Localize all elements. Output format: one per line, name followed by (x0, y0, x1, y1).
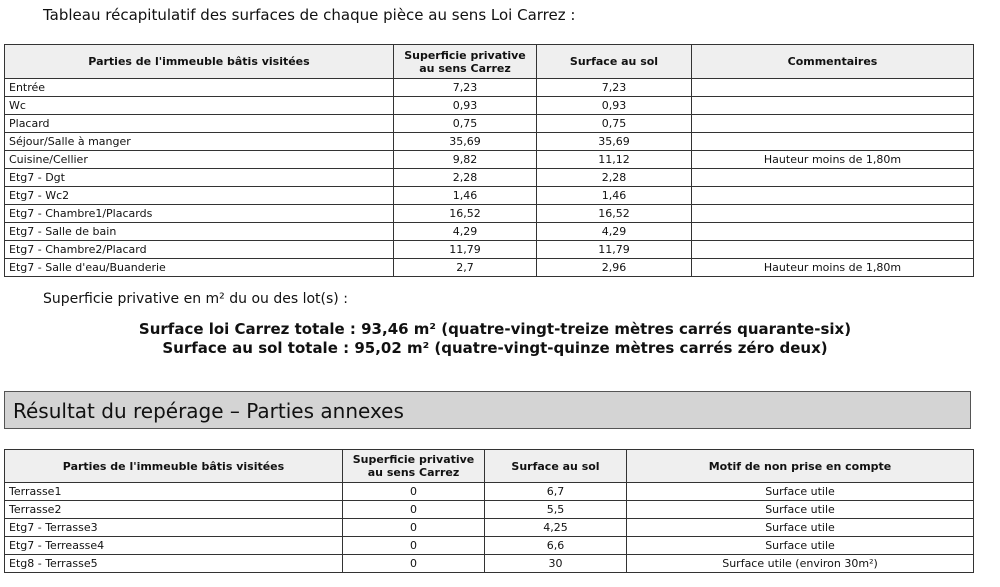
cell-sol: 0,93 (537, 97, 692, 115)
cell-comment: Hauteur moins de 1,80m (692, 151, 974, 169)
table-row (5, 223, 974, 241)
cell-sol: 4,25 (485, 519, 627, 537)
header-parts: Parties de l'immeuble bâtis visitées (5, 45, 394, 79)
header-carrez: Superficie privative au sens Carrez (343, 450, 485, 483)
page-title: Tableau récapitulatif des surfaces de chaque pièce au sens Loi Carrez : (43, 6, 576, 24)
cell-comment: Hauteur moins de 1,80m (692, 259, 974, 277)
cell-comment (692, 79, 974, 97)
carrez-total: Surface loi Carrez totale : 93,46 m² (quatre-vingt-treize mètres carrés quarante-six) (138, 320, 852, 338)
table-row (5, 483, 974, 501)
cell-comment (692, 97, 974, 115)
cell-sol: 0,75 (537, 115, 692, 133)
cell-room: Etg7 - Terrasse3 (5, 519, 343, 537)
table-row (5, 79, 974, 97)
header-comments: Commentaires (692, 45, 974, 79)
cell-sol: 2,28 (537, 169, 692, 187)
cell-sol: 11,79 (537, 241, 692, 259)
table-row (5, 241, 974, 259)
cell-reason: Surface utile (627, 519, 974, 537)
cell-room: Etg7 - Salle d'eau/Buanderie (5, 259, 394, 277)
header-sol: Surface au sol (485, 450, 627, 483)
cell-carrez: 9,82 (394, 151, 537, 169)
cell-carrez: 7,23 (394, 79, 537, 97)
cell-comment (692, 223, 974, 241)
cell-comment (692, 169, 974, 187)
cell-room: Etg7 - Chambre2/Placard (5, 241, 394, 259)
carrez-table (4, 44, 974, 277)
annexes-table (4, 449, 974, 573)
table-row (5, 169, 974, 187)
cell-sol: 2,96 (537, 259, 692, 277)
cell-room: Terrasse1 (5, 483, 343, 501)
cell-comment (692, 241, 974, 259)
cell-carrez: 4,29 (394, 223, 537, 241)
cell-room: Séjour/Salle à manger (5, 133, 394, 151)
cell-carrez: 0,93 (394, 97, 537, 115)
header-carrez: Superficie privative au sens Carrez (394, 45, 537, 79)
table-row (5, 519, 974, 537)
cell-comment (692, 115, 974, 133)
cell-sol: 11,12 (537, 151, 692, 169)
cell-room: Etg8 - Terrasse5 (5, 555, 343, 573)
table-row (5, 555, 974, 573)
cell-sol: 16,52 (537, 205, 692, 223)
cell-sol: 6,6 (485, 537, 627, 555)
cell-carrez: 0 (343, 519, 485, 537)
sol-total: Surface au sol totale : 95,02 m² (quatre-vingt-quinze mètres carrés zéro deux) (162, 339, 828, 357)
cell-sol: 7,23 (537, 79, 692, 97)
cell-carrez: 0,75 (394, 115, 537, 133)
cell-carrez: 35,69 (394, 133, 537, 151)
cell-room: Etg7 - Dgt (5, 169, 394, 187)
header-parts: Parties de l'immeuble bâtis visitées (5, 450, 343, 483)
table-row (5, 151, 974, 169)
cell-sol: 35,69 (537, 133, 692, 151)
cell-sol: 1,46 (537, 187, 692, 205)
cell-room: Cuisine/Cellier (5, 151, 394, 169)
header-reason: Motif de non prise en compte (627, 450, 974, 483)
cell-carrez: 1,46 (394, 187, 537, 205)
table-row (5, 205, 974, 223)
table-row (5, 97, 974, 115)
cell-room: Wc (5, 97, 394, 115)
table-row (5, 133, 974, 151)
cell-carrez: 0 (343, 555, 485, 573)
cell-carrez: 11,79 (394, 241, 537, 259)
cell-room: Etg7 - Chambre1/Placards (5, 205, 394, 223)
table-header-row (5, 450, 974, 483)
cell-carrez: 0 (343, 501, 485, 519)
cell-sol: 30 (485, 555, 627, 573)
table-header-row (5, 45, 974, 79)
cell-room: Etg7 - Salle de bain (5, 223, 394, 241)
cell-carrez: 0 (343, 483, 485, 501)
cell-room: Terrasse2 (5, 501, 343, 519)
table-row (5, 501, 974, 519)
cell-room: Etg7 - Terreasse4 (5, 537, 343, 555)
cell-sol: 4,29 (537, 223, 692, 241)
section-heading-annexes: Résultat du repérage – Parties annexes (4, 391, 971, 429)
table-row (5, 537, 974, 555)
cell-comment (692, 133, 974, 151)
cell-carrez: 2,28 (394, 169, 537, 187)
cell-carrez: 16,52 (394, 205, 537, 223)
summary-label: Superficie privative en m² du ou des lot(s) : (43, 291, 348, 307)
cell-reason: Surface utile (627, 501, 974, 519)
cell-comment (692, 187, 974, 205)
cell-reason: Surface utile (627, 537, 974, 555)
cell-room: Etg7 - Wc2 (5, 187, 394, 205)
cell-reason: Surface utile (environ 30m²) (627, 555, 974, 573)
table-row (5, 259, 974, 277)
cell-sol: 5,5 (485, 501, 627, 519)
cell-carrez: 2,7 (394, 259, 537, 277)
table-row (5, 115, 974, 133)
table-row (5, 187, 974, 205)
cell-sol: 6,7 (485, 483, 627, 501)
cell-reason: Surface utile (627, 483, 974, 501)
header-sol: Surface au sol (537, 45, 692, 79)
cell-room: Placard (5, 115, 394, 133)
cell-room: Entrée (5, 79, 394, 97)
cell-carrez: 0 (343, 537, 485, 555)
cell-comment (692, 205, 974, 223)
